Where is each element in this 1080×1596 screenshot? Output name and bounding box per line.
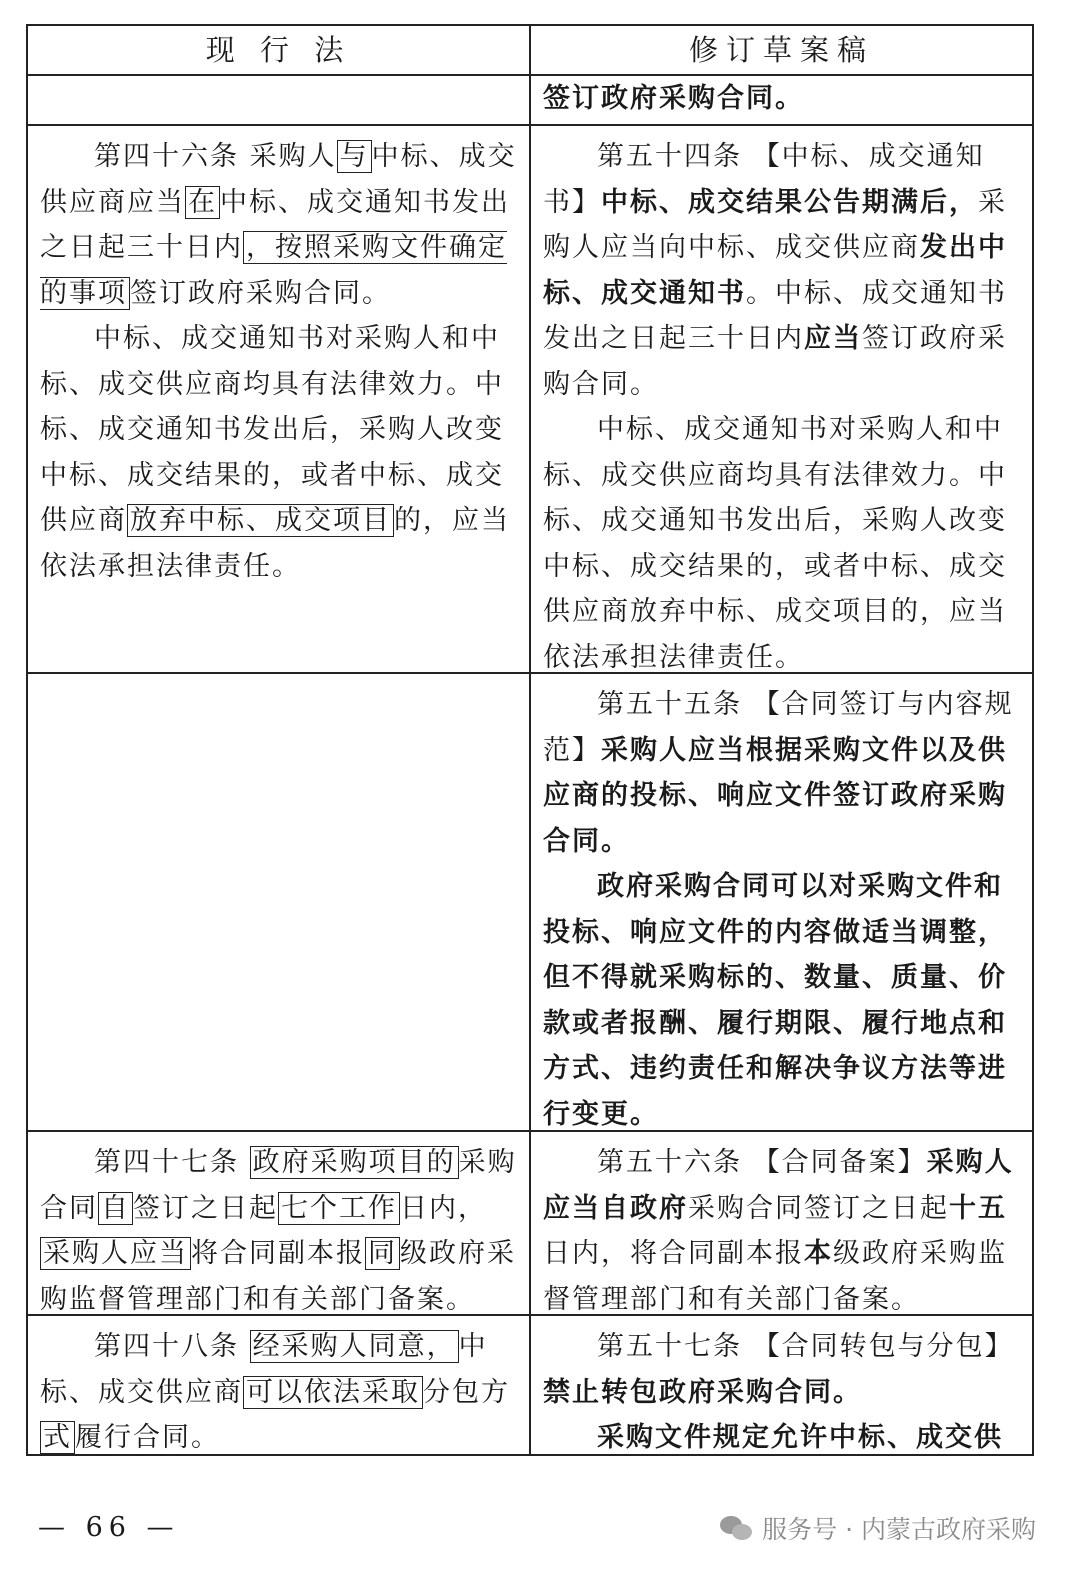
article-46-para-2: 中标、成交通知书对采购人和中标、成交供应商均具有法律效力。中标、成交通知书发出后，采购人改变中标、成交结果的，或者中标、成交供应商 放弃中标、成交项目 的，应当依法承担法律责任。	[40, 323, 510, 582]
article-56: 第五十六条 【合同备案】采购人应当自政府采购合同签订之日起十五日内，将合同副本报本级政府采购监督管理部门和有关部门备案。	[543, 1147, 1014, 1314]
row3-left-cell	[28, 1132, 531, 1314]
article-55-para-2: 政府采购合同可以对采购文件和投标、响应文件的内容做适当调整，但不得就采购标的、数量、质量、价款或者报酬、履行期限、履行地点和方式、违约责任和解决争议方法等进行变更。	[543, 871, 1007, 1130]
header-current-law: 现 行 法	[28, 26, 531, 74]
boxed-text: ，按照采购文件确定的事项	[40, 232, 507, 309]
boxed-text: 经采购人同意，	[250, 1330, 459, 1363]
row4-right-cell	[531, 1316, 1032, 1454]
header-revised-draft: 修订草案稿	[688, 33, 874, 67]
boxed-text: 同	[365, 1237, 400, 1270]
comparison-table	[26, 24, 1034, 1456]
boxed-text: 自	[98, 1192, 133, 1225]
row1-right-cell	[531, 126, 1032, 672]
article-46-para-1: 第四十六条 采购人 与 中标、成交供应商应当 在 中标、成交通知书发出之日起三十日内 ，按照采购文件确定的事项 签订政府采购合同。	[40, 141, 517, 309]
article-48: 第四十八条 经采购人同意， 中标、成交供应商 可以依法采取 分包方式 履行合同。	[40, 1331, 510, 1453]
boxed-text: 采购人应当	[40, 1237, 191, 1270]
row0-right-text: 签订政府采购合同。	[543, 83, 804, 114]
article-54-para-2: 中标、成交通知书对采购人和中标、成交供应商均具有法律效力。中标、成交通知书发出后，采购人改变中标、成交结果的，或者中标、成交供应商放弃中标、成交项目的，应当依法承担法律责任。	[543, 414, 1007, 672]
article-54-para-1: 第五十四条 【中标、成交通知书】中标、成交结果公告期满后，采购人应当向中标、成交供应商发出中标、成交通知书。中标、成交通知书发出之日起三十日内应当签订政府采购合同。	[543, 141, 1007, 400]
row3-right-cell	[531, 1132, 1032, 1314]
row0-left-cell	[28, 76, 531, 124]
row1-left-cell	[28, 126, 531, 672]
boxed-text: 可以依法采取	[243, 1376, 423, 1409]
row2-left-cell	[28, 674, 531, 1130]
table-header-row	[28, 26, 1032, 74]
article-55-para-1: 第五十五条 【合同签订与内容规范】采购人应当根据采购文件以及供应商的投标、响应文件签订政府采购合同。	[543, 689, 1014, 857]
table-row	[28, 1130, 1032, 1314]
wechat-icon	[720, 1514, 754, 1542]
boxed-text: 政府采购项目的	[250, 1146, 459, 1179]
boxed-text: 放弃中标、成交项目	[127, 504, 394, 537]
table-row	[28, 672, 1032, 1130]
article-47: 第四十七条 政府采购项目的 采购合同 自 签订之日起 七个工作 日内，采购人应当 将合同副本报 同 级政府采购监督管理部门和有关部门备案。	[40, 1147, 517, 1314]
watermark-text: 服务号 · 内蒙古政府采购	[762, 1515, 1036, 1544]
boxed-text: 在	[185, 186, 220, 219]
boxed-text: 与	[337, 140, 372, 173]
table-row	[28, 74, 1032, 124]
article-57-para-1: 第五十七条 【合同转包与分包】禁止转包政府采购合同。	[543, 1331, 1014, 1408]
watermark	[720, 1510, 1036, 1546]
article-57-para-2: 采购文件规定允许中标、成交供	[597, 1422, 1003, 1453]
page-number: — 66 —	[38, 1512, 180, 1543]
boxed-text: 式	[40, 1421, 75, 1454]
table-row	[28, 1314, 1032, 1454]
row2-right-cell	[531, 674, 1032, 1130]
row0-right-cell	[531, 76, 1032, 124]
row4-left-cell	[28, 1316, 531, 1454]
boxed-text: 七个工作	[278, 1192, 400, 1225]
table-row	[28, 124, 1032, 672]
